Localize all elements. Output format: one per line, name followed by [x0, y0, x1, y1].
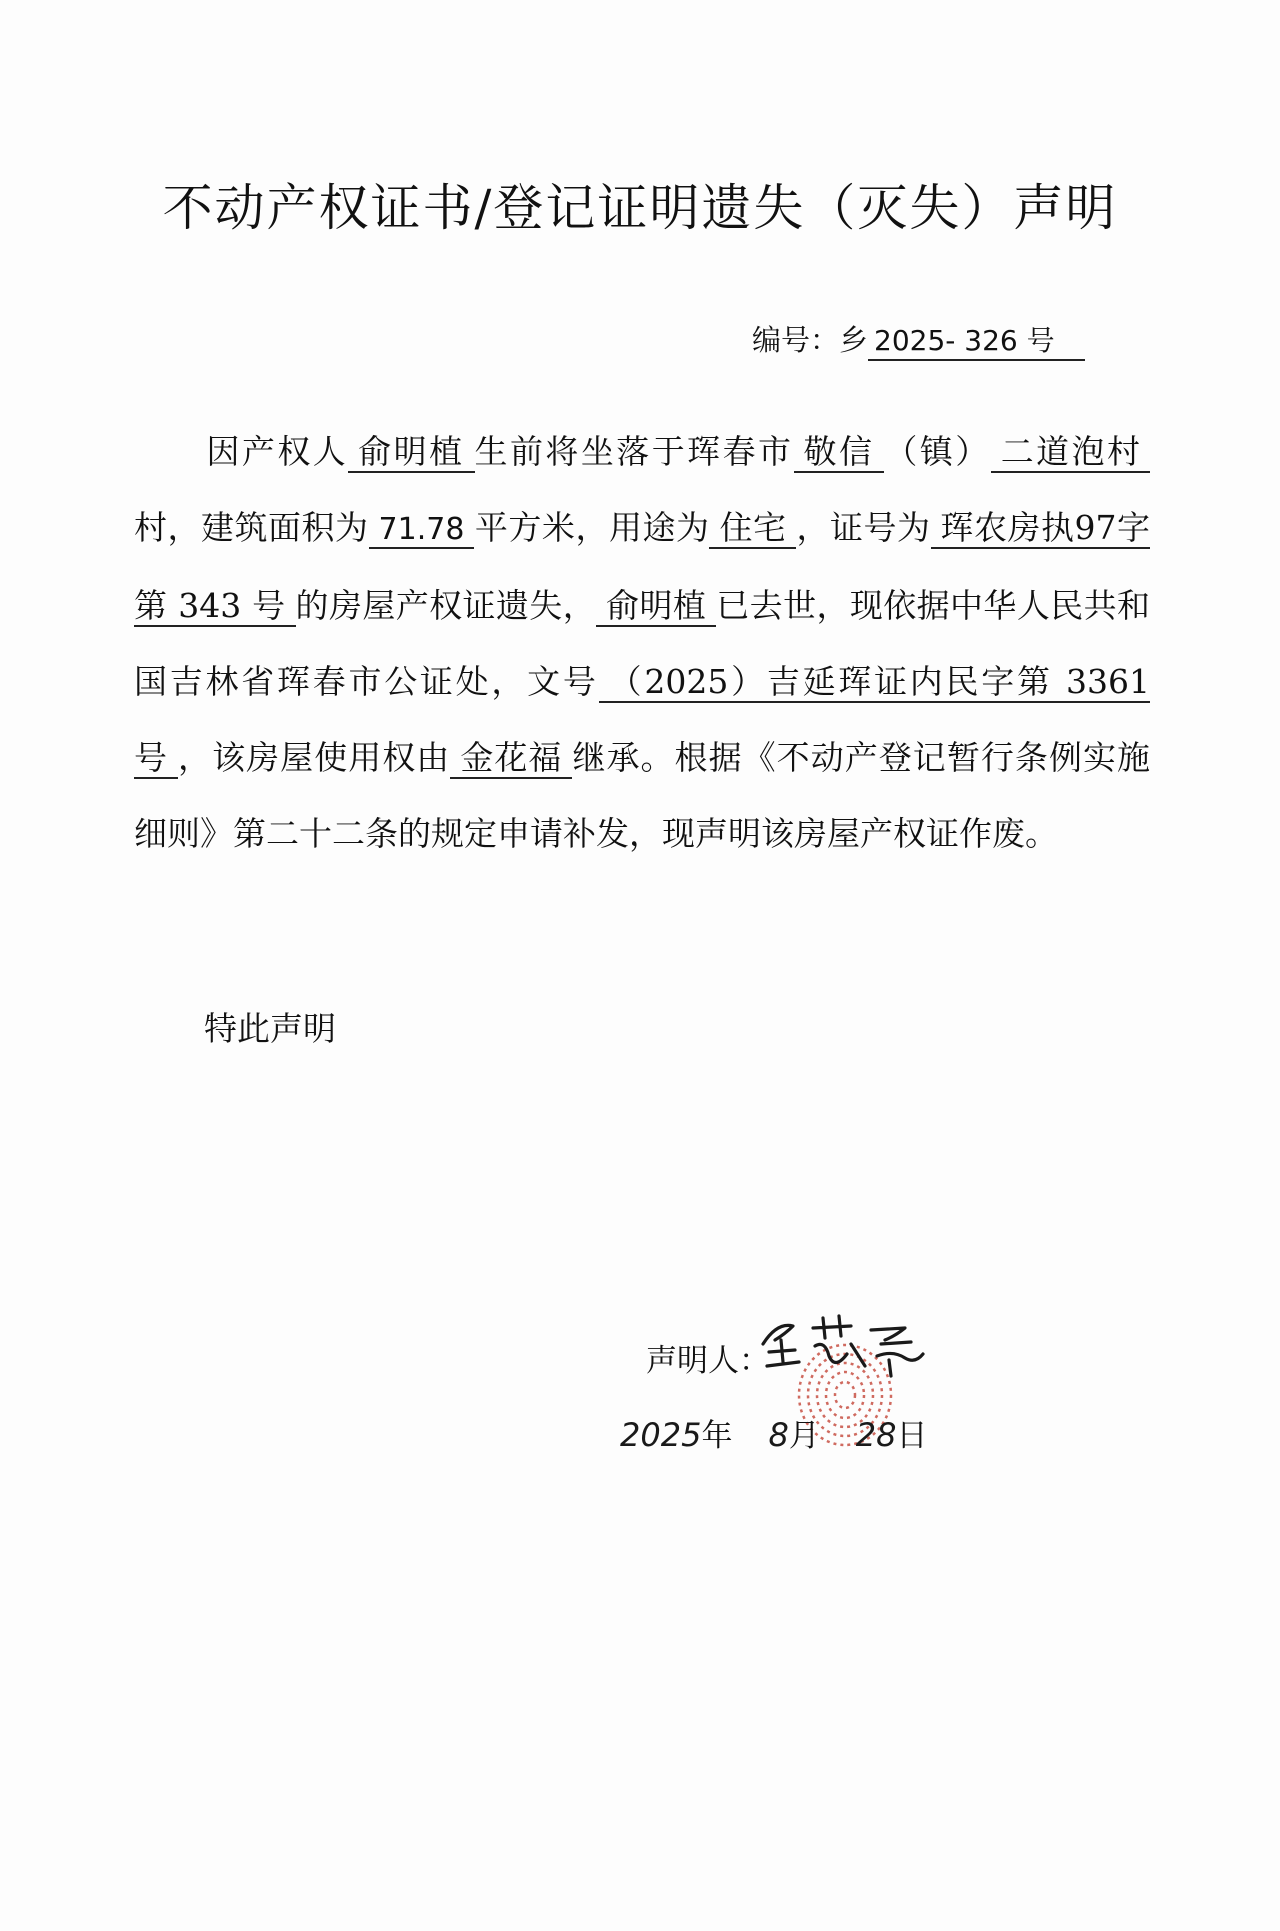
- text-segment: 平方米，用途为: [474, 508, 710, 547]
- date-day-unit: 日: [896, 1418, 928, 1454]
- notary-document-number: （2025）吉延珲证内民字第 3361 号: [134, 662, 1150, 777]
- text-segment: 已去世，现依据中华人民共和国吉林省珲春市公证处，文号: [134, 586, 1151, 701]
- building-area: 71.78: [369, 512, 475, 549]
- text-segment: 村，建筑面积为: [134, 508, 369, 547]
- text-segment: ，该房屋使用权由: [178, 738, 451, 777]
- town-name: 敬信: [794, 432, 885, 473]
- text-segment: 的房屋产权证遗失，: [295, 586, 597, 625]
- text-segment: 因产权人: [204, 432, 349, 471]
- text-segment: 继承。根据《不动产登记暂行条例实施细则》第二十二条的规定申请补发，现声明该房屋产权证作废。: [134, 738, 1151, 853]
- text-segment: （镇）: [884, 432, 991, 471]
- owner-name-repeat: 俞明植: [596, 586, 716, 627]
- statement-body: [134, 414, 1150, 872]
- serial-number: [752, 318, 1085, 361]
- village-name: 二道泡村: [991, 432, 1150, 473]
- date-year: 2025: [620, 1416, 702, 1454]
- certificate-number: 珲农房执97字第 343 号: [134, 508, 1151, 625]
- text-segment: 生前将坐落于珲春市: [474, 432, 794, 471]
- usage-type: 住宅: [709, 508, 796, 549]
- handwritten-signature: [755, 1300, 935, 1380]
- heir-name: 金花福: [450, 738, 572, 779]
- closing-text: 特此声明: [204, 1009, 336, 1048]
- date-day: 28: [855, 1416, 897, 1454]
- date-year-unit: 年: [701, 1418, 733, 1454]
- text-segment: ，证号为: [796, 508, 931, 547]
- signer-label: 声明人：: [646, 1343, 770, 1379]
- document-title: 不动产权证书/登记证明遗失（灭失）声明: [162, 179, 1118, 237]
- owner-name: 俞明植: [348, 432, 474, 473]
- date-month-unit: 月: [788, 1418, 820, 1454]
- date-month: 8: [768, 1416, 789, 1454]
- signing-date: [620, 1410, 928, 1455]
- serial-label: 编号：乡: [752, 323, 869, 357]
- serial-value: 2025- 326 号: [868, 319, 1085, 361]
